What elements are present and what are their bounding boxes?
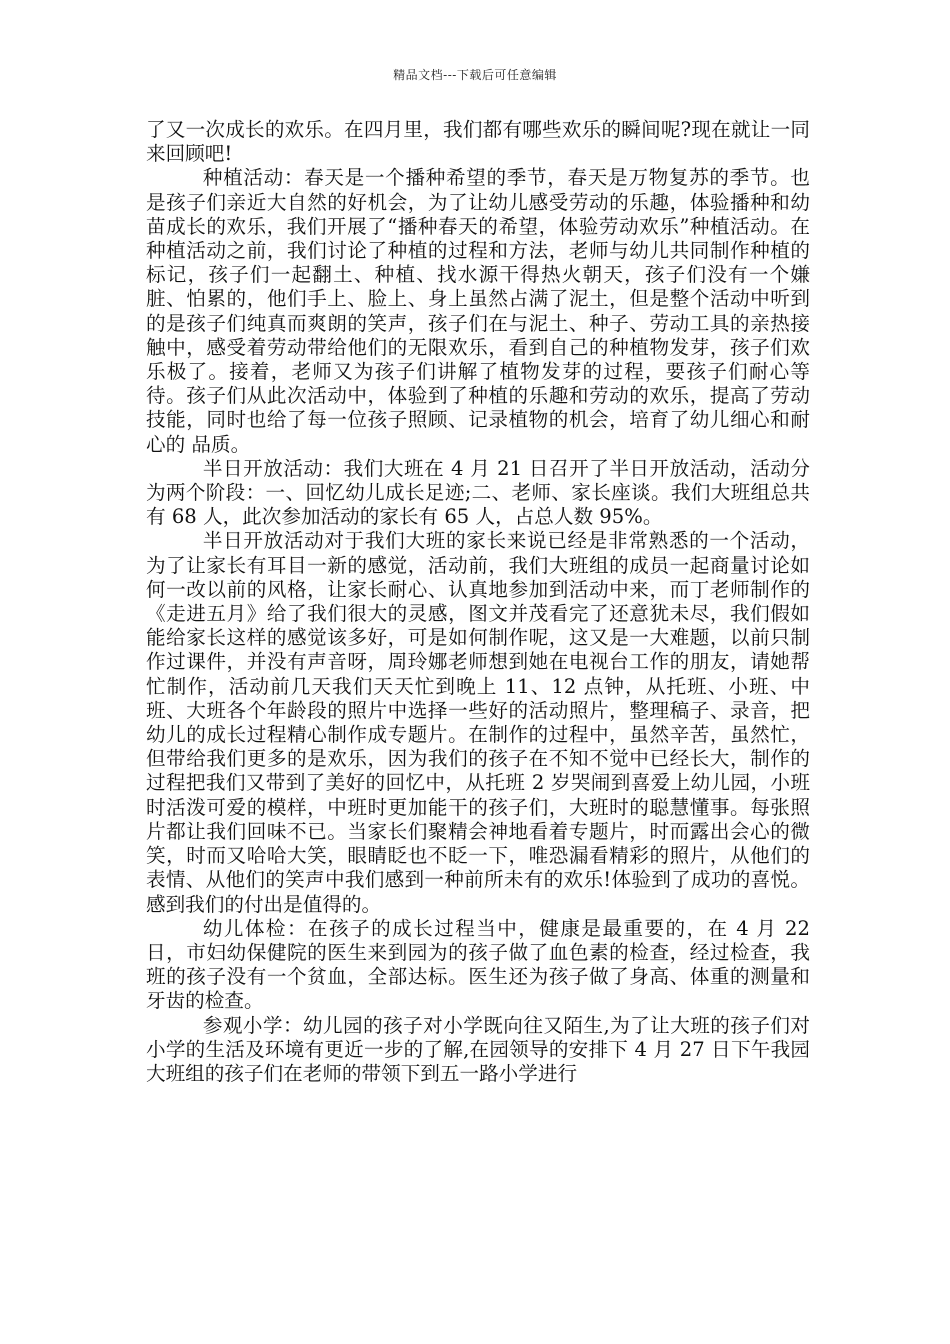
paragraph-continuation: 了又一次成长的欢乐。在四月里，我们都有哪些欢乐的瞬间呢?现在就让一同来回顾吧!: [146, 118, 810, 166]
paragraph-planting-activity: 种植活动：春天是一个播种希望的季节，春天是万物复苏的季节。也是孩子们亲近大自然的好机会，为了让幼儿感受劳动的乐趣，体验播种和幼苗成长的欢乐，我们开展了“播种春天的希望，体验劳动欢乐”种植活动。在种植活动之前，我们讨论了种植的过程和方法，老师与幼儿共同制作种植的标记，孩子们一起翻土、种植、找水源干得热火朝天，孩子们没有一个嫌脏、怕累的，他们手上、脸上、身上虽然占满了泥土，但是整个活动中听到的是孩子们纯真而爽朗的笑声，孩子们在与泥土、种子、劳动工具的亲热接触中，感受着劳动带给他们的无限欢乐，看到自己的种植物发芽，孩子们欢乐极了。接着，老师又为孩子们讲解了植物发芽的过程，要孩子们耐心等待。孩子们从此次活动中，体验到了种植的乐趣和劳动的欢乐，提高了劳动技能，同时也给了每一位孩子照顾、记录植物的机会，培育了幼儿细心和耐心的 品质。: [146, 166, 810, 456]
paragraph-health-check: 幼儿体检：在孩子的成长过程当中，健康是最重要的，在 4 月 22 日，市妇幼保健院的医生来到园为的孩子做了血色素的检查，经过检查，我班的孩子没有一个贫血，全部达标。医生还为孩子做了身高、体重的测量和牙齿的检查。: [146, 916, 810, 1013]
paragraph-school-visit: 参观小学：幼儿园的孩子对小学既向往又陌生,为了让大班的孩子们对小学的生活及环境有更近一步的了解,在园领导的安排下 4 月 27 日下午我园大班组的孩子们在老师的带领下到五一路小学进行: [146, 1013, 810, 1085]
paragraph-open-day-details: 半日开放活动对于我们大班的家长来说已经是非常熟悉的一个活动，为了让家长有耳目一新的感觉，活动前，我们大班组的成员一起商量讨论如何一改以前的风格，让家长耐心、认真地参加到活动中来，而丁老师制作的《走进五月》给了我们很大的灵感，图文并茂看完了还意犹未尽，我们假如能给家长这样的感觉该多好，可是如何制作呢，这又是一大难题，以前只制作过课件，并没有声音呀，周玲娜老师想到她在电视台工作的朋友，请她帮忙制作，活动前几天我们天天忙到晚上 11、12 点钟，从托班、小班、中班、大班各个年龄段的照片中选择一些好的活动照片，整理稿子、录音，把幼儿的成长过程精心制作成专题片。在制作的过程中，虽然辛苦，虽然忙，但带给我们更多的是欢乐，因为我们的孩子在不知不觉中已经长大，制作的过程把我们又带到了美好的回忆中，从托班 2 岁哭闹到喜爱上幼儿园，小班时活泼可爱的模样，中班时更加能干的孩子们，大班时的聪慧懂事。每张照片都让我们回味不已。当家长们聚精会神地看着专题片，时而露出会心的微笑，时而又哈哈大笑，眼睛眨也不眨一下，唯恐漏看精彩的照片，从他们的表情、从他们的笑声中我们感到一种前所未有的欢乐!体验到了成功的喜悦。感到我们的付出是值得的。: [146, 529, 810, 916]
body-text: [146, 118, 810, 1086]
paragraph-open-day-intro: 半日开放活动：我们大班在 4 月 21 日召开了半日开放活动，活动分为两个阶段：一、回忆幼儿成长足迹;二、老师、家长座谈。我们大班组总共有 68 人，此次参加活动的家长有 65 人，占总人数 95%。: [146, 456, 810, 529]
page-header: 精品文档---下载后可任意编辑: [393, 68, 557, 82]
